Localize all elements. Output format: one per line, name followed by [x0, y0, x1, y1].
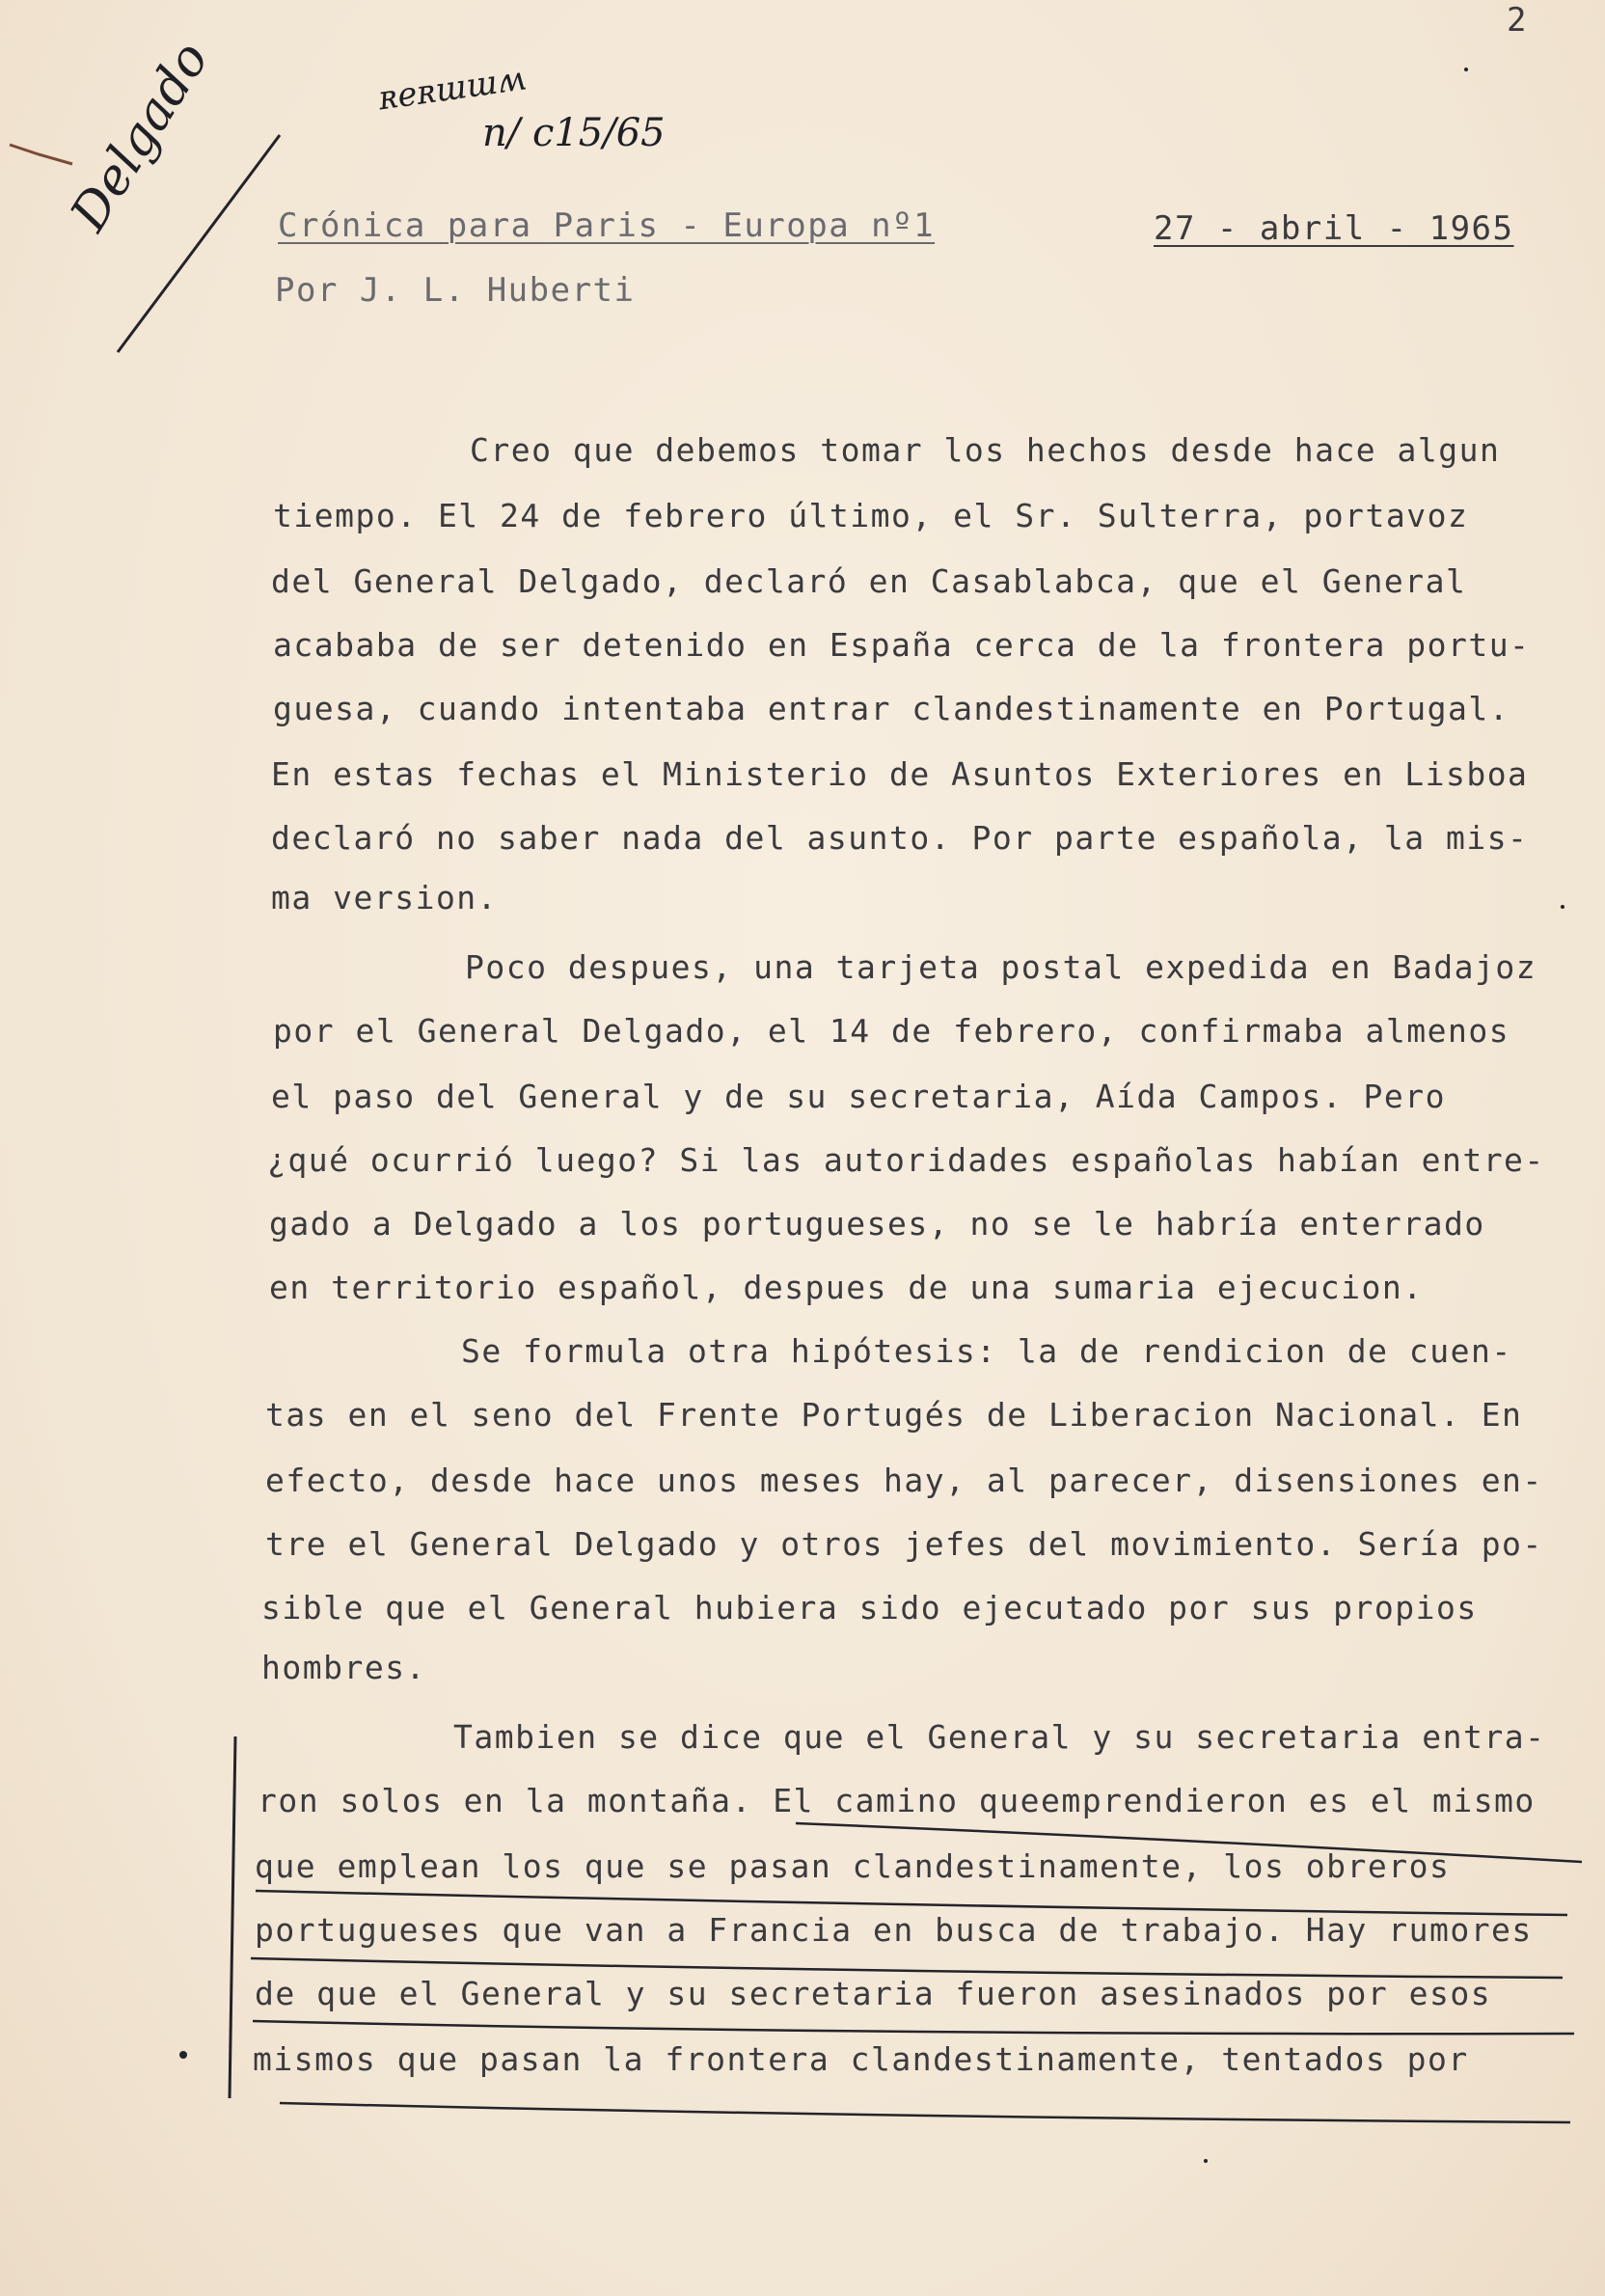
- body-line: del General Delgado, declaró en Casablabca, que el General: [271, 562, 1467, 600]
- document-author: Por J. L. Huberti: [275, 271, 636, 310]
- body-line: declaró no saber nada del asunto. Por parte española, la mis-: [271, 819, 1529, 857]
- body-line: En estas fechas el Ministerio de Asuntos Exteriores en Lisboa: [271, 755, 1529, 793]
- handwritten-note-top: ʀeʀɯɯʍ: [375, 59, 529, 119]
- body-line: Tambien se dice que el General y su secretaria entra-: [453, 1718, 1546, 1756]
- body-line: ma version.: [271, 879, 499, 916]
- body-line: sible que el General hubiera sido ejecutado por sus propios: [261, 1589, 1478, 1626]
- body-line: Se formula otra hipótesis: la de rendicion de cuen-: [461, 1332, 1512, 1370]
- body-line: hombres.: [261, 1649, 426, 1686]
- body-line: en territorio español, despues de una sumaria ejecucion.: [269, 1269, 1424, 1306]
- body-line: Poco despues, una tarjeta postal expedida en Badajoz: [465, 948, 1537, 986]
- body-line: el paso del General y de su secretaria, Aída Campos. Pero: [271, 1078, 1446, 1115]
- body-line: gado a Delgado a los portugueses, no se le habría enterrado: [269, 1205, 1485, 1243]
- body-line: por el General Delgado, el 14 de febrero, confirmaba almenos: [273, 1012, 1510, 1050]
- body-line: guesa, cuando intentaba entrar clandestinamente en Portugal.: [273, 690, 1510, 727]
- body-line: tre el General Delgado y otros jefes del movimiento. Sería po-: [265, 1525, 1543, 1563]
- document-date: 27 - abril - 1965: [1154, 209, 1514, 248]
- body-line: tas en el seno del Frente Portugés de Liberacion Nacional. En: [265, 1396, 1523, 1434]
- body-line: Creo que debemos tomar los hechos desde hace algun: [470, 431, 1501, 469]
- body-line: tiempo. El 24 de febrero último, el Sr. Sulterra, portavoz: [273, 497, 1469, 534]
- body-line: acababa de ser detenido en España cerca de la frontera portu-: [273, 626, 1531, 664]
- body-line: mismos que pasan la frontera clandestinamente, tentados por: [253, 2040, 1469, 2078]
- body-line: efecto, desde hace unos meses hay, al parecer, disensiones en-: [265, 1462, 1543, 1499]
- body-line: portugueses que van a Francia en busca de trabajo. Hay rumores: [255, 1911, 1533, 1949]
- body-line: que emplean los que se pasan clandestinamente, los obreros: [255, 1847, 1451, 1885]
- page-number: 2: [1507, 1, 1528, 40]
- document-title: Crónica para Paris - Europa nº1: [278, 206, 936, 245]
- body-line: ron solos en la montaña. El camino queemprendieron es el mismo: [258, 1782, 1536, 1819]
- handwritten-margin-name: Delgado: [60, 32, 221, 241]
- body-line: de que el General y su secretaria fueron asesinados por esos: [255, 1975, 1492, 2012]
- body-line: ¿qué ocurrió luego? Si las autoridades españolas habían entre-: [267, 1141, 1545, 1179]
- handwritten-note-reference: n/ c15/65: [482, 111, 666, 155]
